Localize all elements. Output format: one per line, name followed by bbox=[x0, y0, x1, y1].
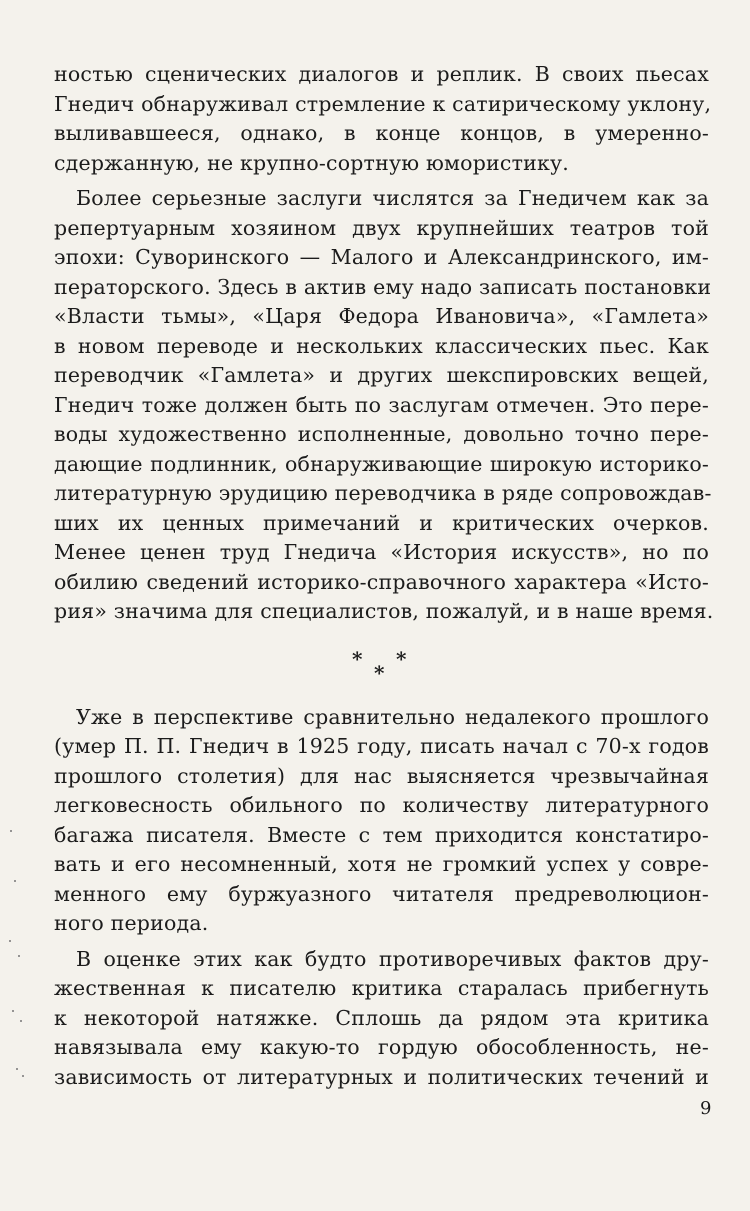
separator-star: * bbox=[352, 646, 363, 671]
text-line: Гнедич обнаруживал стремление к сатирическому уклону, bbox=[54, 91, 712, 116]
text-line: Гнедич тоже должен быть по заслугам отмечен. Это пере- bbox=[54, 392, 709, 417]
text-line: менного ему буржуазного читателя предреволюцион- bbox=[54, 881, 709, 906]
scan-speck bbox=[9, 940, 11, 942]
text-line: к некоторой натяжке. Сплошь да рядом эта критика bbox=[54, 1005, 709, 1030]
text-line: Менее ценен труд Гнедича «История искусств», но по bbox=[54, 540, 709, 564]
text-line: легковесность обильного по количеству литературного bbox=[54, 793, 709, 817]
text-line: зависимость от литературных и политических течений и bbox=[54, 1064, 709, 1089]
text-line: ностью сценических диалогов и реплик. В своих пьесах bbox=[54, 62, 709, 86]
scan-speck bbox=[14, 880, 16, 882]
scan-speck bbox=[20, 1020, 22, 1022]
text-line: дающие подлинник, обнаруживающие широкую историко- bbox=[54, 451, 709, 476]
text-line: рия» значима для специалистов, пожалуй, и в наше время. bbox=[54, 599, 714, 623]
text-line: В оценке этих как будто противоречивых фактов дру- bbox=[76, 946, 709, 971]
text-line: навязывала ему какую-то гордую обособленность, не- bbox=[54, 1035, 709, 1059]
text-line: переводчик «Гамлета» и других шекспировских вещей, bbox=[54, 363, 709, 387]
text-line: прошлого столетия) для нас выясняется чрезвычайная bbox=[54, 763, 709, 788]
text-line: ших их ценных примечаний и критических очерков. bbox=[54, 510, 709, 535]
text-line: «Власти тьмы», «Царя Федора Ивановича», «Гамлета» bbox=[54, 304, 709, 328]
text-line: жественная к писателю критика старалась прибегнуть bbox=[54, 976, 709, 1000]
text-line: выливавшееся, однако, в конце концов, в умеренно- bbox=[54, 121, 709, 145]
text-line: ператорского. Здесь в актив ему надо записать постановки bbox=[54, 274, 712, 299]
scan-speck bbox=[18, 955, 20, 957]
paragraph-3 bbox=[54, 703, 709, 939]
text-line: Более серьезные заслуги числятся за Гнедичем как за bbox=[76, 186, 709, 210]
separator-star: * bbox=[396, 646, 407, 671]
scan-speck bbox=[16, 1068, 18, 1070]
text-line: репертуарным хозяином двух крупнейших театров той bbox=[54, 215, 709, 240]
paragraph-4 bbox=[54, 945, 709, 1093]
text-line: сдержанную, не крупно-сортную юмористику. bbox=[54, 150, 569, 175]
section-separator bbox=[54, 633, 709, 703]
text-line: (умер П. П. Гнедич в 1925 году, писать начал с 70-х годов bbox=[54, 734, 709, 758]
page-body bbox=[54, 60, 714, 1092]
text-line: воды художественно исполненные, довольно точно пере- bbox=[54, 422, 709, 446]
text-line: обилию сведений историко-справочного характера «Исто- bbox=[54, 569, 709, 594]
text-line: в новом переводе и нескольких классических пьес. Как bbox=[54, 333, 709, 358]
scan-speck bbox=[22, 1075, 24, 1077]
paragraph-2 bbox=[54, 184, 714, 627]
text-line: вать и его несомненный, хотя не громкий успех у совре- bbox=[54, 852, 709, 876]
text-line: литературную эрудицию переводчика в ряде сопровождав- bbox=[54, 481, 712, 505]
text-line: багажа писателя. Вместе с тем приходится констатиро- bbox=[54, 822, 709, 847]
scan-specks bbox=[6, 820, 36, 1090]
text-line: ного периода. bbox=[54, 911, 209, 935]
scan-speck bbox=[12, 1010, 14, 1012]
text-line: Уже в перспективе сравнительно недалекого прошлого bbox=[76, 704, 709, 729]
text-line: эпохи: Суворинского — Малого и Александринского, им- bbox=[54, 245, 709, 269]
separator-star: * bbox=[374, 660, 385, 685]
paragraph-1 bbox=[54, 60, 712, 178]
page-number: 9 bbox=[700, 1098, 712, 1119]
scan-speck bbox=[10, 830, 12, 832]
